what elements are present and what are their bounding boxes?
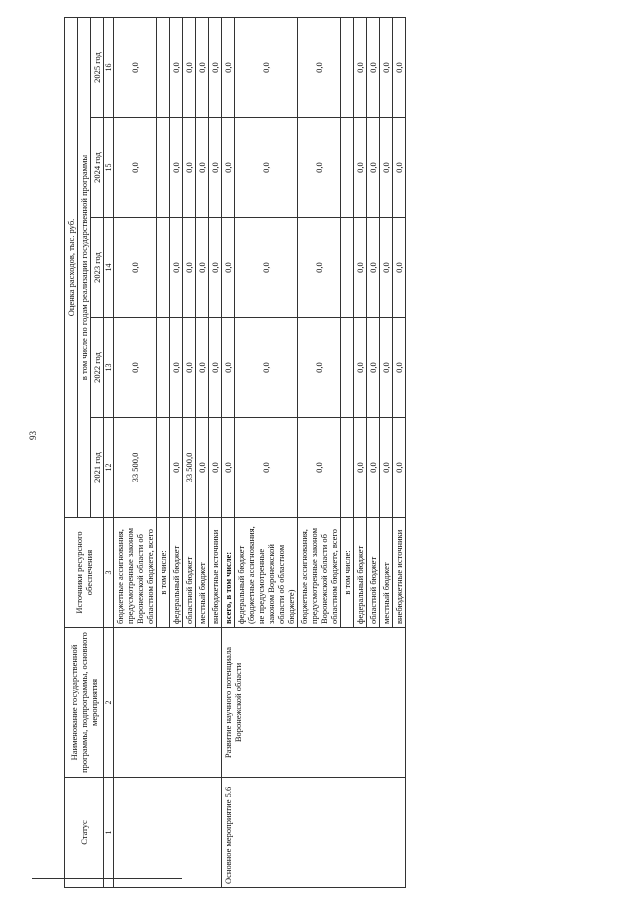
value-cell: 0,0: [393, 318, 406, 418]
value-cell: [157, 118, 170, 218]
source-cell: местный бюджет: [380, 518, 393, 628]
value-cell: 0,0: [170, 17, 183, 117]
value-cell: 0,0: [196, 318, 209, 418]
source-cell: в том числе:: [341, 518, 354, 628]
header-name: Наименование государственной программы, подпрограммы, основного мероприятия: [65, 628, 104, 778]
value-cell: 0,0: [196, 17, 209, 117]
column-number: 2: [104, 628, 114, 778]
value-cell: [157, 418, 170, 518]
value-cell: 0,0: [367, 318, 380, 418]
value-cell: 0,0: [354, 218, 367, 318]
value-cell: 0,0: [196, 418, 209, 518]
value-cell: 0,0: [170, 218, 183, 318]
value-cell: 0,0: [380, 418, 393, 518]
value-cell: 0,0: [367, 17, 380, 117]
header-status: Статус: [65, 778, 104, 888]
value-cell: 0,0: [380, 218, 393, 318]
value-cell: 0,0: [393, 118, 406, 218]
footer-line: [32, 878, 182, 879]
value-cell: [341, 418, 354, 518]
value-cell: 0,0: [235, 118, 298, 218]
value-cell: 0,0: [183, 118, 196, 218]
header-estimate: Оценка расходов, тыс. руб.: [65, 17, 78, 517]
page-number: 93: [28, 431, 38, 440]
value-cell: 0,0: [170, 118, 183, 218]
source-cell: всего, в том числе:: [222, 518, 235, 628]
value-cell: 0,0: [380, 118, 393, 218]
name-cell: [114, 628, 222, 778]
header-year: 2025 год: [91, 17, 104, 117]
value-cell: 0,0: [354, 318, 367, 418]
value-cell: 0,0: [114, 118, 157, 218]
source-cell: федеральный бюджет: [170, 518, 183, 628]
name-cell: Развитие научного потенциала Воронежской области: [222, 628, 406, 778]
value-cell: 0,0: [222, 318, 235, 418]
value-cell: 0,0: [354, 118, 367, 218]
source-cell: бюджетные ассигнования, предусмотренные законом Воронежской области об областном бюджете, всего: [298, 518, 341, 628]
value-cell: 0,0: [298, 17, 341, 117]
status-cell: [114, 778, 222, 888]
value-cell: [341, 218, 354, 318]
value-cell: [157, 218, 170, 318]
value-cell: 0,0: [170, 318, 183, 418]
header-year: 2022 год: [91, 318, 104, 418]
value-cell: [341, 318, 354, 418]
value-cell: 0,0: [222, 418, 235, 518]
value-cell: 33 500,0: [183, 418, 196, 518]
value-cell: [341, 118, 354, 218]
value-cell: 0,0: [298, 318, 341, 418]
header-sources: Источники ресурсного обеспечения: [65, 518, 104, 628]
value-cell: 0,0: [209, 118, 222, 218]
value-cell: 0,0: [196, 118, 209, 218]
value-cell: 0,0: [183, 318, 196, 418]
source-cell: в том числе:: [157, 518, 170, 628]
value-cell: 0,0: [367, 418, 380, 518]
value-cell: 0,0: [209, 218, 222, 318]
value-cell: 0,0: [222, 118, 235, 218]
column-number: 16: [104, 17, 114, 117]
value-cell: 0,0: [114, 17, 157, 117]
value-cell: [157, 17, 170, 117]
value-cell: 0,0: [380, 17, 393, 117]
value-cell: 0,0: [183, 17, 196, 117]
value-cell: 0,0: [170, 418, 183, 518]
value-cell: 0,0: [393, 218, 406, 318]
value-cell: 0,0: [196, 218, 209, 318]
column-number: 1: [104, 778, 114, 888]
source-cell: бюджетные ассигнования, предусмотренные законом Воронежской области об областном бюджете, всего: [114, 518, 157, 628]
value-cell: 0,0: [222, 218, 235, 318]
source-cell: областной бюджет: [367, 518, 380, 628]
header-by-years: в том числе по годам реализации государственной программы: [78, 17, 91, 517]
value-cell: 0,0: [367, 218, 380, 318]
value-cell: 0,0: [235, 17, 298, 117]
column-number: 12: [104, 418, 114, 518]
value-cell: 0,0: [209, 17, 222, 117]
value-cell: 0,0: [222, 17, 235, 117]
value-cell: 0,0: [114, 318, 157, 418]
value-cell: 0,0: [298, 418, 341, 518]
header-year: 2024 год: [91, 118, 104, 218]
column-number: 14: [104, 218, 114, 318]
column-number: 15: [104, 118, 114, 218]
value-cell: 0,0: [393, 418, 406, 518]
value-cell: [157, 318, 170, 418]
column-number: 13: [104, 318, 114, 418]
value-cell: 0,0: [235, 318, 298, 418]
value-cell: 0,0: [235, 418, 298, 518]
source-cell: внебюджетные источники: [393, 518, 406, 628]
value-cell: 0,0: [298, 118, 341, 218]
value-cell: 0,0: [354, 17, 367, 117]
budget-table: [64, 17, 406, 888]
source-cell: местный бюджет: [196, 518, 209, 628]
value-cell: 33 500,0: [114, 418, 157, 518]
table-row: [222, 17, 235, 887]
value-cell: 0,0: [209, 318, 222, 418]
value-cell: 0,0: [114, 218, 157, 318]
table-row: [114, 17, 157, 887]
value-cell: 0,0: [235, 218, 298, 318]
source-cell: федеральный бюджет (бюджетные ассигнования, не предусмотренные законом Воронежской области об областном бюджете): [235, 518, 298, 628]
source-cell: федеральный бюджет: [354, 518, 367, 628]
header-year: 2021 год: [91, 418, 104, 518]
budget-table-container: [64, 18, 612, 888]
source-cell: областной бюджет: [183, 518, 196, 628]
column-number: 3: [104, 518, 114, 628]
value-cell: 0,0: [367, 118, 380, 218]
value-cell: 0,0: [183, 218, 196, 318]
value-cell: 0,0: [380, 318, 393, 418]
header-year: 2023 год: [91, 218, 104, 318]
status-cell: Основное мероприятие 5.6: [222, 778, 406, 888]
source-cell: внебюджетные источники: [209, 518, 222, 628]
value-cell: 0,0: [209, 418, 222, 518]
value-cell: 0,0: [354, 418, 367, 518]
value-cell: 0,0: [298, 218, 341, 318]
value-cell: 0,0: [393, 17, 406, 117]
value-cell: [341, 17, 354, 117]
